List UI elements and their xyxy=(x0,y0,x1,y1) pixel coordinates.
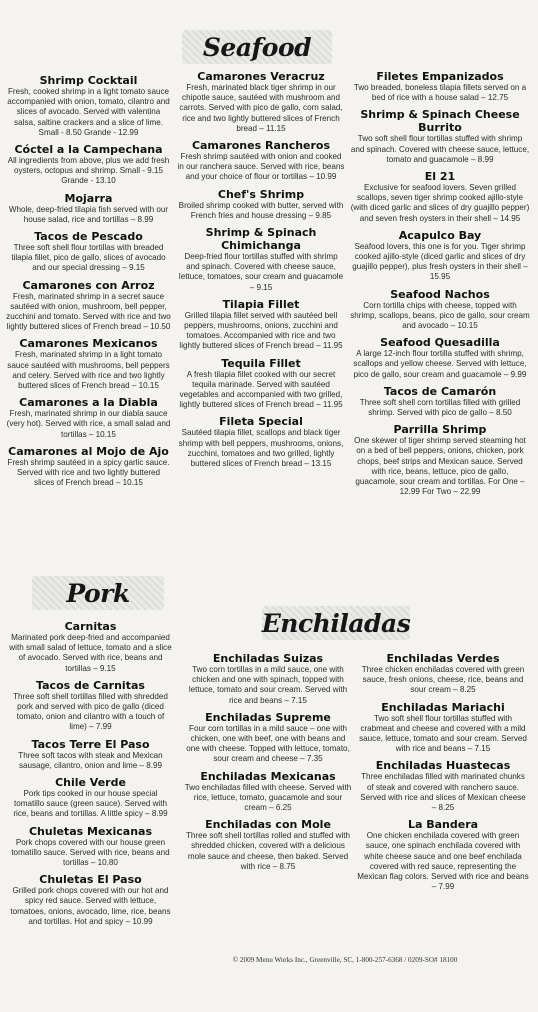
seafood-column-2 xyxy=(177,70,345,474)
menu-item xyxy=(6,230,171,274)
menu-item-name: Cóctel a la Campechana xyxy=(14,143,163,157)
menu-item xyxy=(350,229,530,283)
menu-item-name: Enchiladas Mexicanas xyxy=(200,769,336,783)
menu-item xyxy=(177,357,345,411)
menu-item-name: Chuletas Mexicanas xyxy=(28,824,153,838)
menu-item-description: Corn tortilla chips with cheese, topped with shrimp, scallops, beans, pico de gallo, sour cream and avocado – 10.15 xyxy=(350,300,530,331)
menu-item-name: Seafood Quesadilla xyxy=(380,336,500,350)
menu-item-name: Tequila Fillet xyxy=(221,356,301,370)
menu-item-description: Sautéed tilapia fillet, scallops and black tiger shrimp with bell peppers, mushrooms, onions, zucchini, tomatoes and two grilled, lightly buttered slices of French bread – 13.15 xyxy=(178,428,344,469)
menu-item xyxy=(357,701,529,755)
menu-item xyxy=(6,279,171,333)
menu-item xyxy=(350,336,530,380)
menu-item-description: Grilled tilapia fillet served with sautéed bell peppers, mushrooms, onions, zucchini and tomatoes. Accompanied with rice and two lightly buttered slices of French bread – 11.95 xyxy=(179,310,343,351)
menu-item-description: Three soft shell corn tortillas filled with grilled shrimp. Served with pico de gallo – 8.50 xyxy=(359,397,521,418)
menu-item-name: Enchiladas Verdes xyxy=(386,652,500,665)
menu-item xyxy=(8,776,173,820)
copyright-footer: © 2009 Menu Works Inc., Greenville, SC, 1-800-257-6368 / 0209-SO# 18100 xyxy=(232,956,458,964)
menu-item-name: El 21 xyxy=(424,170,456,184)
menu-item-name: Tacos de Pescado xyxy=(34,230,143,244)
menu-item-description: Three soft shell flour tortillas with breaded tilapia fillet, pico de gallo, slices of avocado and our special dressing – 9.15 xyxy=(11,243,166,273)
enchiladas-column-2 xyxy=(357,652,529,897)
menu-item xyxy=(357,759,529,813)
seafood-title: Seafood xyxy=(202,32,312,62)
menu-item xyxy=(350,108,530,165)
menu-item-description: Fresh, marinated shrimp in a secret sauce sautéed with onion, mushroom, bell pepper, zucchini and tomato. Served with rice and two lightly buttered slices of French bread – 10.50 xyxy=(6,291,171,332)
menu-item-description: Grilled pork chops covered with our hot and spicy red sauce. Served with lettuce, tomatoes, onions, avocado, lime, rice, beans and tortillas. Hot and spicy – 10.99 xyxy=(10,886,171,926)
menu-item-description: Fresh shrimp sautéed in a spicy garlic sauce. Served with rice and two lightly buttered slices of French bread – 10.15 xyxy=(7,457,170,488)
enchiladas-column-1 xyxy=(183,652,353,877)
menu-item-name: Camarones a la Diabla xyxy=(19,396,158,410)
seafood-banner xyxy=(182,30,332,64)
menu-item-name: Camarones con Arroz xyxy=(22,278,155,292)
menu-item-name: Camarones Rancheros xyxy=(191,139,331,153)
menu-item-description: Pork chops covered with our house green tomatillo sauce. Served with rice, beans and tortillas – 10.80 xyxy=(11,837,170,868)
menu-item xyxy=(8,873,173,927)
menu-item xyxy=(177,70,345,134)
menu-item-name: Enchiladas Huastecas xyxy=(375,759,511,773)
menu-item-name: Tacos de Camarón xyxy=(383,384,497,398)
menu-item-name: Enchiladas Suizas xyxy=(212,652,324,665)
menu-item-description: Fresh shrimp sautéed with onion and cooked in our ranchera sauce. Served with rice, beans and your choice of flour or tortillas – 10.99 xyxy=(177,152,345,182)
menu-item-name: Camarones Mexicanos xyxy=(19,337,158,351)
menu-item-description: Whole, deep-fried tilapia fish served with our house salad, rice and tortillas – 8.99 xyxy=(8,204,169,224)
menu-item-description: Exclusive for seafood lovers. Seven grilled scallops, seven tiger shrimp cooked ajillo-style (with diced garlic and slices of dry guajillo pepper) and seven fresh oysters in their shell – 14.95 xyxy=(350,183,530,223)
pork-banner xyxy=(32,576,164,610)
menu-item xyxy=(6,143,171,187)
menu-item-name: Tilapia Fillet xyxy=(222,297,300,311)
menu-item xyxy=(8,620,173,674)
menu-item-description: Broiled shrimp cooked with butter, served with French fries and house dressing – 9.85 xyxy=(178,200,344,220)
menu-item-description: A fresh tilapia fillet cooked with our secret tequila marinade. Served with sautéed vegetables and accompanied with two grilled, lightly buttered slices of French bread – 11.95 xyxy=(179,369,343,410)
menu-item-name: Mojarra xyxy=(64,191,113,205)
menu-item xyxy=(350,70,530,103)
menu-item xyxy=(357,652,529,696)
menu-item-description: Deep-fried flour tortillas stuffed with shrimp and spinach. Covered with cheese sauce, lettuce, tomatoes, sour cream and guacamole – 9.15 xyxy=(178,252,344,292)
menu-item-description: Two soft shell flour tortillas stuffed with crabmeat and cheese and covered with a mild sauce, lettuce, tomato and sour cream. Served with rice and beans – 7.15 xyxy=(359,713,527,754)
menu-item xyxy=(6,74,171,138)
menu-item-description: Fresh, cooked shrimp in a light tomato sauce accompanied with onion, tomato, cilantro and slices of avocado. Served with valentina salsa, saltine crackers and a slice of lime. Small - 8.50 Grande - 12.99 xyxy=(7,87,170,137)
menu-item-name: Filetes Empanizados xyxy=(376,70,504,83)
menu-item-description: Two enchiladas filled with cheese. Served with rice, lettuce, tomato, guacamole and sour cream – 6.25 xyxy=(184,782,352,813)
menu-item xyxy=(8,738,173,771)
menu-item-name: Camarones al Mojo de Ajo xyxy=(8,444,169,458)
seafood-column-1 xyxy=(6,74,171,493)
menu-item-description: Two corn tortillas in a mild sauce, one with chicken and one with spinach, topped with lettuce, tomato and sour cream. Served with rice and beans – 7.15 xyxy=(188,665,348,705)
menu-item xyxy=(183,818,353,872)
menu-item-description: Seafood lovers, this one is for you. Tiger shrimp cooked ajillo-style (diced garlic and slices of dry guajillo pepper), plus fresh oysters in their shell – 15.95 xyxy=(352,241,528,282)
menu-item-description: Two soft shell flour tortillas stuffed with shrimp and spinach. Covered with cheese sauce, lettuce, tomato and guacamole – 8.99 xyxy=(350,134,530,164)
menu-item-name: Shrimp & Spinach Cheese Burrito xyxy=(360,108,520,135)
menu-item-name: Enchiladas Supreme xyxy=(205,710,331,724)
menu-item-name: Camarones Veracruz xyxy=(197,70,325,83)
pork-column xyxy=(8,620,173,932)
menu-item-description: Three chicken enchiladas covered with green sauce, fresh onions, cheese, rice, beans and sour cream – 8.25 xyxy=(361,665,525,695)
menu-item xyxy=(6,396,171,440)
menu-item-name: Shrimp & Spinach Chimichanga xyxy=(205,226,317,253)
menu-item-description: One skewer of tiger shrimp served steaming hot on a bed of bell peppers, onions, chicken, pork chops, beef strips and Mexican sauce. Served with rice, beans, lettuce, pico de gallo, guacamole, sour cream and tortillas. For One – 12.99 For Two – 22.99 xyxy=(354,436,526,497)
menu-item-name: Tacos de Carnitas xyxy=(36,678,145,692)
menu-item-description: Marinated pork deep-fried and accompanied with small salad of lettuce, tomato and a slice of avocado. Served with rice, beans and tortillas – 9.15 xyxy=(9,633,172,673)
menu-item xyxy=(183,652,353,706)
menu-item xyxy=(350,170,530,224)
menu-item-name: Shrimp Cocktail xyxy=(39,74,138,87)
menu-item xyxy=(8,825,173,869)
menu-item xyxy=(183,770,353,814)
seafood-column-3 xyxy=(350,70,530,502)
menu-item xyxy=(177,226,345,293)
menu-item xyxy=(6,192,171,225)
menu-item-name: Tacos Terre El Paso xyxy=(31,737,150,751)
menu-item-name: Chile Verde xyxy=(55,776,126,790)
menu-item xyxy=(177,139,345,183)
menu-item-name: Acapulco Bay xyxy=(398,228,482,242)
menu-item-description: One chicken enchilada covered with green sauce, one spinach enchilada covered with white cheese sauce and one beef enchilada covered with red sauce, representing the Mexican flag colors. Served with rice and beans – 7.99 xyxy=(357,831,529,892)
menu-item-description: All ingredients from above, plus we add fresh oysters, octopus and shrimp. Small - 9.15 Grande - 13.10 xyxy=(7,156,170,186)
menu-item xyxy=(6,337,171,391)
menu-item xyxy=(350,423,530,497)
menu-item-name: Enchiladas Mariachi xyxy=(381,700,505,714)
menu-item-description: A large 12-inch flour tortilla stuffed with shrimp, scallops and yellow cheese. Served with lettuce, pico de gallo, sour cream and guacamole – 9.99 xyxy=(353,349,527,379)
menu-item-name: Seafood Nachos xyxy=(390,287,490,301)
enchiladas-title: Enchiladas xyxy=(261,608,411,638)
menu-item-description: Three soft shell tortillas filled with shredded pork and served with pico de gallo (diced tomato, onion and cilantro with a touch of lime) – 7.99 xyxy=(13,691,168,732)
menu-item-description: Pork tips cooked in our house special tomatillo sauce (green sauce). Served with rice, beans and tortillas. A little spicy – 8.99 xyxy=(13,789,168,819)
enchiladas-banner xyxy=(262,606,410,640)
menu-item xyxy=(177,188,345,221)
menu-item xyxy=(350,288,530,332)
menu-item-name: Enchiladas con Mole xyxy=(205,818,331,832)
menu-item xyxy=(177,298,345,352)
menu-item xyxy=(177,415,345,469)
menu-item xyxy=(350,385,530,418)
menu-item xyxy=(8,679,173,733)
menu-item-name: La Bandera xyxy=(407,818,479,832)
pork-title: Pork xyxy=(66,578,130,608)
menu-item-description: Three soft shell tortillas rolled and stuffed with shredded chicken, covered with a delicious mole sauce and cheese, then baked. Served with rice – 8.75 xyxy=(185,831,351,871)
menu-item-description: Fresh, marinated shrimp in a light tomato sauce sautéed with mushrooms, bell peppers and celery. Served with rice and two lightly buttered slices of French bread – 10.15 xyxy=(7,350,170,391)
menu-item xyxy=(183,711,353,765)
menu-item-name: Chef's Shrimp xyxy=(217,187,305,201)
menu-item-description: Three enchiladas filled with marinated chunks of steak and covered with ranchero sauce. Served with rice and slices of Mexican cheese – 8.25 xyxy=(360,772,526,813)
menu-item xyxy=(357,818,529,892)
menu-item-description: Fresh, marinated black tiger shrimp in our chipotle sauce, sautéed with mushroom and carrots. Served with pico de gallo, corn salad, rice and two lightly buttered slices of French bread – 11.15 xyxy=(179,83,343,133)
menu-item-name: Carnitas xyxy=(64,620,117,633)
menu-item-description: Fresh, marinated shrimp in our diabla sauce (very hot). Served with rice, a small salad and tortillas – 10.15 xyxy=(6,409,171,439)
menu-item-name: Fileta Special xyxy=(219,415,303,429)
menu-item-description: Three soft tacos with steak and Mexican sausage, cilantro, onion and lime – 8.99 xyxy=(18,750,163,770)
menu-item-name: Chuletas El Paso xyxy=(39,873,142,887)
menu-item-name: Parrilla Shrimp xyxy=(393,423,487,437)
menu-item xyxy=(6,445,171,489)
menu-item-description: Four corn tortillas in a mild sauce – one with chicken, one with beef, one with beans and one with cheese. Topped with lettuce, tomato, sour cream and cheese – 7.35 xyxy=(186,723,350,764)
menu-item-description: Two breaded, boneless tilapia fillets served on a bed of rice with a house salad – 12.75 xyxy=(353,83,527,103)
